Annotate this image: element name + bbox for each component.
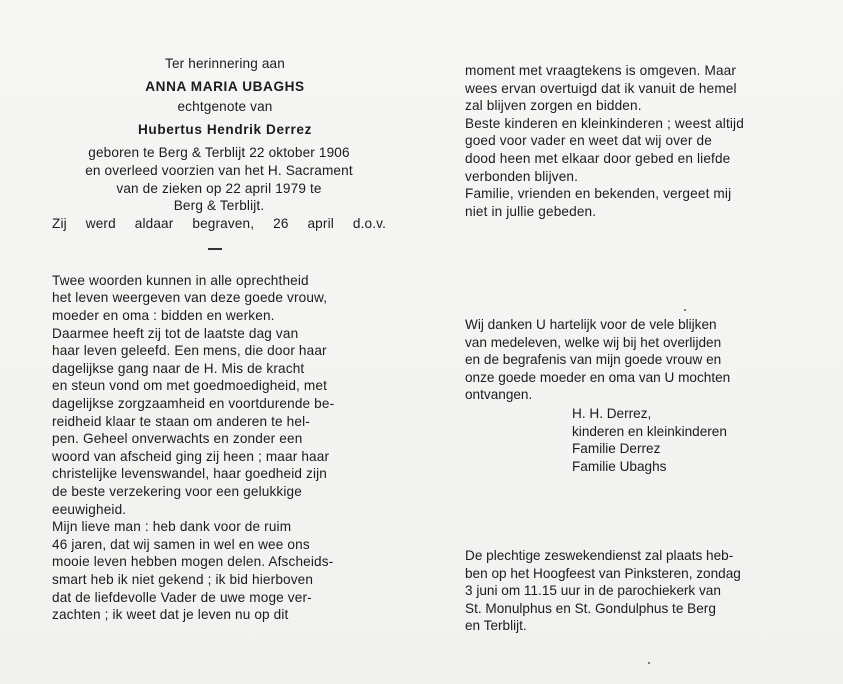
- signer-line: H. H. Derrez,: [572, 406, 652, 421]
- text-line: Wij danken U hartelijk voor de vele blijken: [465, 317, 717, 332]
- life-dates: [52, 144, 386, 232]
- text-line: niet in jullie gebeden.: [465, 203, 597, 219]
- left-paragraph-2: [52, 325, 386, 519]
- text-line: Mijn lieve man : heb dank voor de ruim: [52, 519, 292, 535]
- text-line: verbonden blijven.: [465, 168, 579, 184]
- text-line: Twee woorden kunnen in alle oprechtheid: [52, 272, 309, 288]
- text-line: dagelijkse zorgzaamheid en voortdurende be-: [52, 396, 335, 411]
- text-line: mooie leven hebben mogen delen. Afscheids-: [52, 554, 334, 570]
- text-line: de beste verzekering voor een gelukkige: [52, 483, 302, 499]
- text-line: smart heb ik niet gekend ; ik bid hierboven: [52, 571, 314, 587]
- text-line: 3 juni om 11.15 uur in de parochiekerk van: [465, 583, 721, 599]
- text-line: De plechtige zeswekendienst zal plaats heb-: [465, 548, 734, 563]
- thanks-paragraph: [465, 316, 791, 404]
- text-line: Daarmee heeft zij tot de laatste dag van: [52, 325, 299, 341]
- signer-line: kinderen en kleinkinderen: [572, 423, 727, 439]
- separator-dash: [208, 248, 222, 250]
- spouse-name: Hubertus Hendrik Derrez: [138, 121, 312, 137]
- text-line: moeder en oma : bidden en werken.: [52, 308, 275, 324]
- text-line: woord van afscheid ging zij heen ; maar haar: [52, 448, 330, 464]
- text-line: ben op het Hoogfeest van Pinksteren, zondag: [465, 565, 741, 581]
- paper-speck: [648, 662, 650, 664]
- death-line-1: en overleed voorzien van het H. Sacrament: [85, 162, 353, 178]
- signer-line: Familie Ubaghs: [572, 458, 667, 474]
- text-line: christelijke levenswandel, haar goedheid zijn: [52, 466, 328, 482]
- text-line: Familie, vrienden en bekenden, vergeet mij: [465, 186, 732, 202]
- memorial-service-notice: [465, 547, 791, 635]
- right-paragraph-1: [465, 62, 791, 115]
- spouse-label: echtgenote van: [177, 99, 273, 115]
- text-line: het leven weergeven van deze goede vrouw,: [52, 290, 328, 306]
- text-line: en Terblijt.: [465, 618, 527, 634]
- text-line: 46 jaren, dat wij samen in wel en wee ons: [52, 536, 310, 552]
- text-line: moment met vraagtekens is omgeven. Maar: [465, 63, 737, 78]
- text-line: en de begrafenis van mijn goede vrouw en: [465, 352, 722, 368]
- right-column: [465, 62, 791, 220]
- text-line: en steun vond om met goedmoedigheid, met: [52, 378, 328, 394]
- text-line: zachten ; ik weet dat je leven nu op dit: [52, 607, 289, 623]
- text-line: haar leven geleefd. Een mens, die door haar: [52, 343, 327, 359]
- text-line: goed voor vader en weet dat wij over de: [465, 133, 712, 149]
- paper-speck: [684, 309, 686, 311]
- text-line: dagelijkse gang naar de H. Mis de kracht: [52, 360, 305, 376]
- right-paragraph-3: [465, 185, 791, 220]
- death-line-2: van de zieken op 22 april 1979 te: [116, 180, 322, 196]
- text-line: dat de liefdevolle Vader de uwe moge ver-: [52, 589, 312, 605]
- left-column: [52, 55, 386, 624]
- text-line: van medeleven, welke wij bij het overlijden: [465, 334, 722, 350]
- burial-line: Zij werd aldaar begraven, 26 april d.o.v.: [52, 215, 386, 231]
- signers-block: [572, 405, 727, 475]
- text-line: dood heen met elkaar door gebed en liefde: [465, 150, 731, 166]
- birth-line: geboren te Berg & Terblijt 22 oktober 1906: [88, 145, 350, 161]
- text-line: Beste kinderen en kleinkinderen ; weest altijd: [465, 115, 744, 131]
- text-line: zal blijven zorgen en bidden.: [465, 98, 642, 114]
- card-header: [64, 55, 386, 138]
- left-paragraph-3: [52, 518, 386, 624]
- death-place: Berg & Terblijt.: [173, 198, 265, 214]
- right-paragraph-2: [465, 115, 791, 185]
- text-line: eeuwigheid.: [52, 501, 127, 517]
- text-line: St. Monulphus en St. Gondulphus te Berg: [465, 600, 716, 616]
- text-line: reidheid klaar te staan om anderen te hel-: [52, 413, 310, 429]
- intro-text: Ter herinnering aan: [165, 56, 285, 71]
- signer-line: Familie Derrez: [572, 441, 661, 457]
- text-line: pen. Geheel onverwachts en zonder een: [52, 431, 303, 447]
- left-paragraph-1: [52, 272, 386, 325]
- deceased-name: ANNA MARIA UBAGHS: [145, 78, 305, 94]
- text-line: wees ervan overtuigd dat ik vanuit de hemel: [465, 80, 737, 96]
- text-line: onze goede moeder en oma van U mochten: [465, 369, 731, 385]
- text-line: ontvangen.: [465, 387, 533, 403]
